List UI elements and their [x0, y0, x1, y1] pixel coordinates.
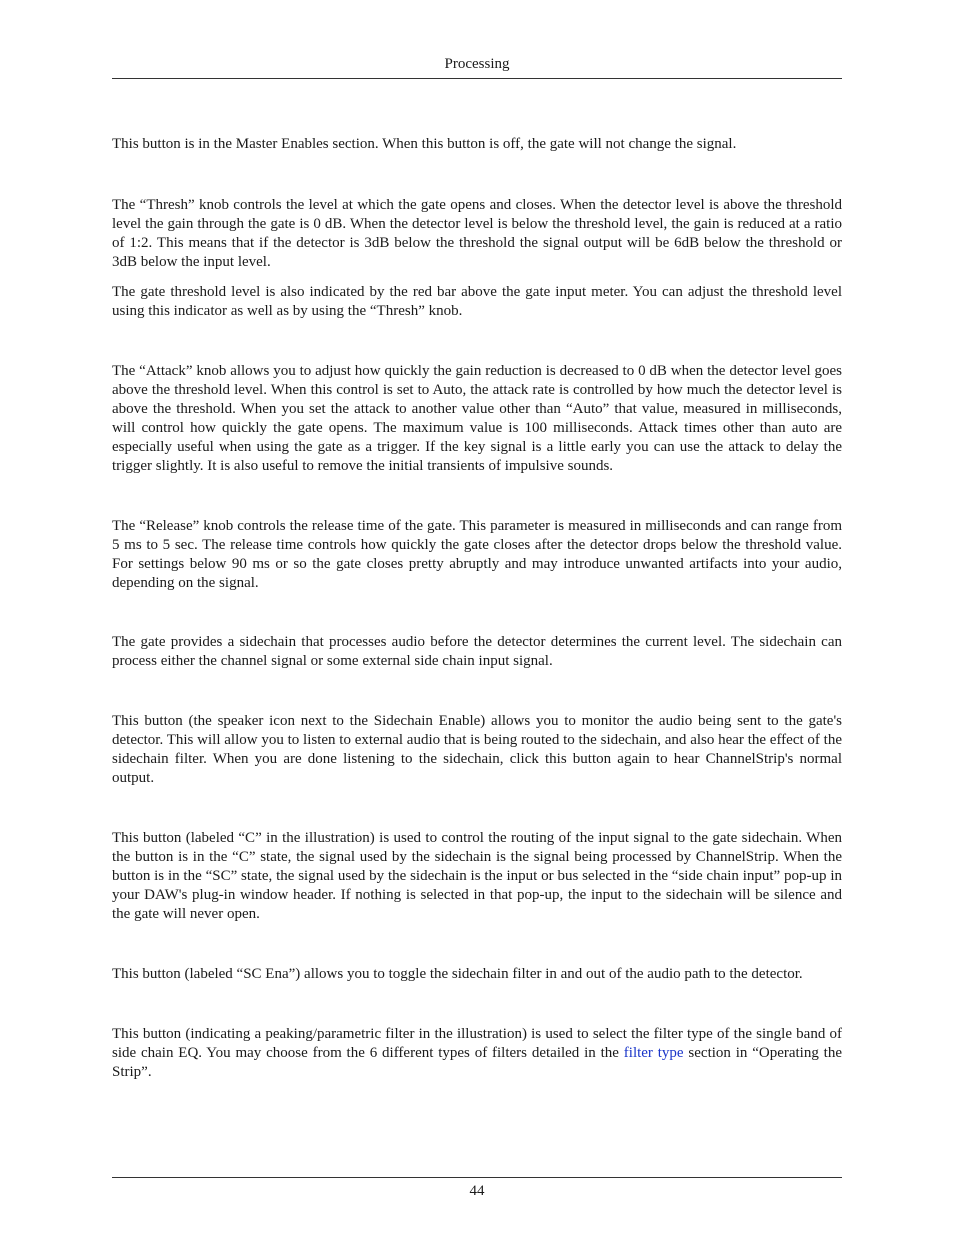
- paragraph-sidechain-intro: The gate provides a sidechain that processes audio before the detector determines the current level. The sidechain can process either the channel signal or some external side chain input signal.: [112, 634, 842, 669]
- page-number: 44: [469, 1183, 485, 1199]
- header-rule: [112, 78, 842, 79]
- paragraph-sidechain-listen: This button (the speaker icon next to the Sidechain Enable) allows you to monitor the audio being sent to the gate's detector. This will allow you to listen to external audio that is being routed to the sidechain, and also hear the effect of the sidechain filter. When you are done listening to the sidechain, click this button again to hear ChannelStrip's normal output.: [112, 713, 842, 786]
- paragraph-release-knob: The “Release” knob controls the release time of the gate. This parameter is measured in milliseconds and can range from 5 ms to 5 sec. The release time controls how quickly the gate closes after the detector drops below the threshold value. For settings below 90 ms or so the gate closes pretty abruptly and may introduce unwanted artifacts into your audio, depending on the signal.: [112, 518, 842, 591]
- filter-type-link[interactable]: filter type: [623, 1045, 684, 1061]
- running-header-title: Processing: [444, 56, 510, 72]
- paragraph-thresh-knob: The “Thresh” knob controls the level at which the gate opens and closes. When the detector level is above the threshold level the gain through the gate is 0 dB. When the detector level is below the threshold level, the gain is reduced at a ratio of 1:2. This means that if the detector is 3dB below the threshold the signal output will be 6dB below the threshold or 3dB below the input level.: [112, 197, 842, 270]
- filter-type-text-after: section in “Operating the Strip”.: [112, 1045, 843, 1080]
- footer-rule: [112, 1177, 842, 1178]
- page-body: [112, 135, 842, 1082]
- paragraph-threshold-indicator: The gate threshold level is also indicated by the red bar above the gate input meter. You can adjust the threshold level using this indicator as well as by using the “Thresh” knob.: [112, 284, 842, 319]
- filter-type-text-before: This button (indicating a peaking/parametric filter in the illustration) is used to select the filter type of the single band of side chain EQ. You may choose from the 6 different types of filters detailed in the: [112, 1026, 842, 1061]
- paragraph-sidechain-filter-enable: This button (labeled “SC Ena”) allows you to toggle the sidechain filter in and out of the audio path to the detector.: [112, 966, 803, 982]
- paragraph-master-enable: This button is in the Master Enables section. When this button is off, the gate will not change the signal.: [112, 136, 737, 152]
- paragraph-sidechain-routing: This button (labeled “C” in the illustration) is used to control the routing of the input signal to the gate sidechain. When the button is in the “C” state, the signal used by the sidechain is the signal being processed by ChannelStrip. When the button is in the “SC” state, the signal used by the sidechain is the input or bus selected in the “side chain input” pop-up in your DAW's plug-in window header. If nothing is selected in that pop-up, the input to the sidechain will be silence and the gate will never open.: [112, 830, 842, 922]
- paragraph-filter-type: [112, 1025, 842, 1082]
- paragraph-attack-knob: The “Attack” knob allows you to adjust how quickly the gain reduction is decreased to 0 dB when the detector level goes above the threshold level. When this control is set to Auto, the attack rate is controlled by how much the detector level is above the threshold. When you set the attack to another value other than “Auto” that value, measured in milliseconds, will control how quickly the gate opens. The maximum value is 100 milliseconds. Attack times other than auto are especially useful when using the gate as a trigger. If the key signal is a little early you can use the attack to delay the trigger slightly. It is also useful to remove the initial transients of impulsive sounds.: [112, 363, 842, 474]
